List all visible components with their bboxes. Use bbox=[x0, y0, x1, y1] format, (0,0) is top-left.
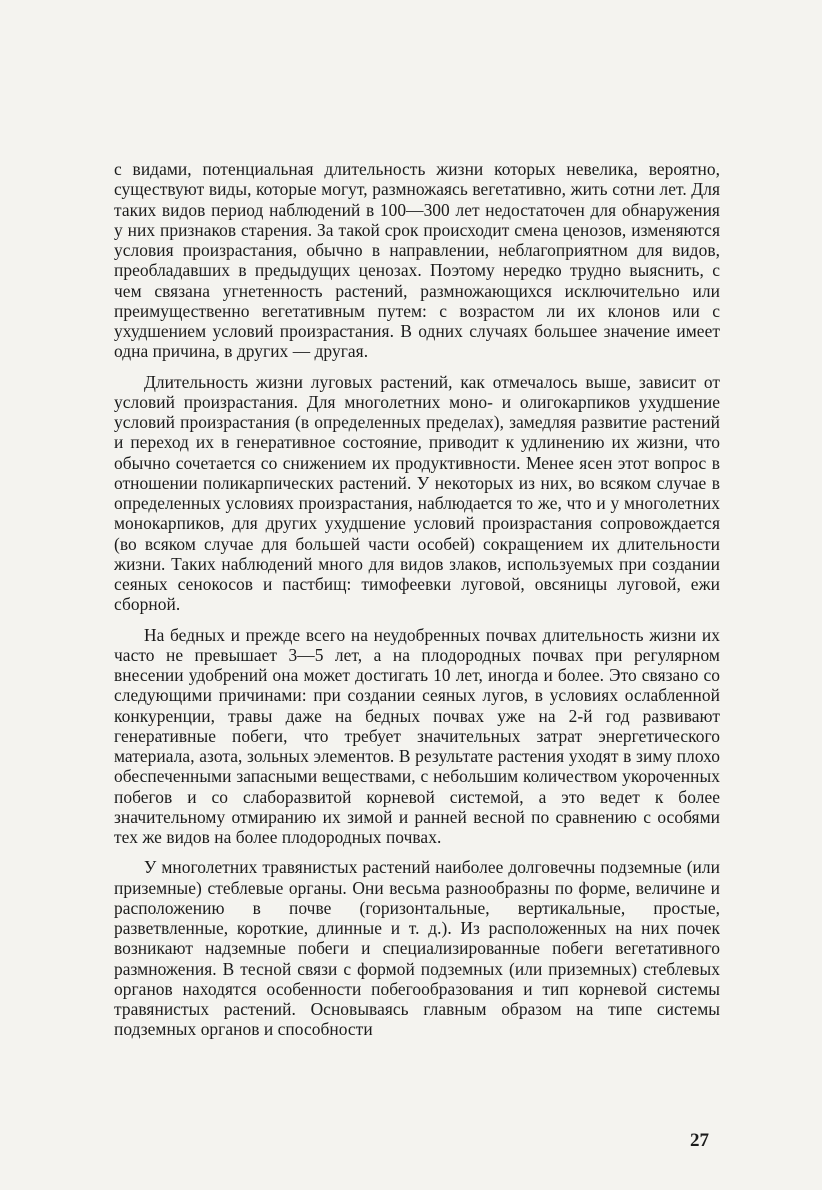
page-number: 27 bbox=[690, 1130, 709, 1151]
paragraph-3: На бедных и прежде всего на неудобренных почвах длительность жизни их часто не превышает 3—5 лет, а на плодородных почвах при регулярном внесении удобрений она может достигать 10 лет, иногда и более. Это связано со следующими причинами: при создании сеяных лугов, в условиях ослабленной конкуренции, травы даже на бедных почвах уже на 2-й год развивают генеративные побеги, что требует значительных затрат энергетического материала, азота, зольных элементов. В результате растения уходят в зиму плохо обеспеченными запасными веществами, с небольшим количеством укороченных побегов и со слаборазвитой корневой системой, а это ведет к более значительному отмиранию их зимой и ранней весной по сравнению с особями тех же видов на более плодородных почвах. bbox=[114, 624, 720, 847]
paragraph-1: с видами, потенциальная длительность жизни которых невелика, вероятно, существуют виды, которые могут, размножаясь вегетативно, жить сотни лет. Для таких видов период наблюдений в 100—300 лет недостаточен для обнаружения у них признаков старения. За такой срок происходит смена ценозов, изменяются условия произрастания, обычно в направлении, неблагоприятном для видов, преобладавших в предыдущих ценозах. Поэтому нередко трудно выяснить, с чем связана угнетенность растений, размножающихся исключительно или преимущественно вегетативным путем: с возрастом ли их клонов или с ухудшением условий произрастания. В одних случаях большее значение имеет одна причина, в других — другая. bbox=[114, 159, 720, 362]
paragraph-4: У многолетних травянистых растений наиболее долговечны подземные (или приземные) стеблевые органы. Они весьма разнообразны по форме, величине и расположению в почве (горизонтальные, вертикальные, простые, разветвленные, короткие, длинные и т. д.). Из расположенных на них почек возникают надземные побеги и специализированные побеги вегетативного размножения. В тесной связи с формой подземных (или приземных) стеблевых органов находятся особенности побегообразования и тип корневой системы травянистых растений. Основываясь главным образом на типе системы подземных органов и способности bbox=[114, 857, 720, 1040]
paragraph-2: Длительность жизни луговых растений, как отмечалось выше, зависит от условий произрастания. Для многолетних моно- и олигокарпиков ухудшение условий произрастания (в определенных пределах), замедляя развитие растений и переход их в генеративное состояние, приводит к удлинению их жизни, что обычно сочетается со снижением их продуктивности. Менее ясен этот вопрос в отношении поликарпических растений. У некоторых из них, во всяком случае в определенных условиях произрастания, наблюдается то же, что и у многолетних монокарпиков, для других ухудшение условий произрастания сопровождается (во всяком случае для большей части особей) сокращением их длительности жизни. Таких наблюдений много для видов злаков, используемых при создании сеяных сенокосов и пастбищ: тимофеевки луговой, овсяницы луговой, ежи сборной. bbox=[114, 371, 720, 615]
body-text bbox=[114, 159, 720, 1040]
